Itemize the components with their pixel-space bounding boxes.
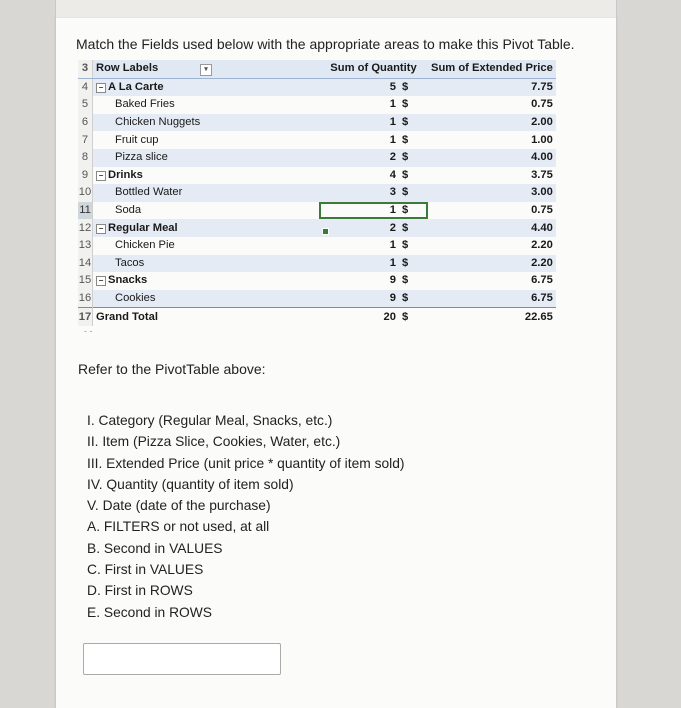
row-number: 13 <box>78 237 93 255</box>
choice-item: IV. Quantity (quantity of item sold) <box>87 476 294 492</box>
row-number: 17 <box>78 308 93 326</box>
label-text: Fruit cup <box>115 133 159 146</box>
currency-symbol: $ <box>402 80 409 93</box>
extended-price-cell[interactable]: 4.00 <box>428 149 556 167</box>
item-label[interactable] <box>93 202 320 220</box>
pivot-table <box>78 60 556 326</box>
currency-symbol: $ <box>402 256 409 269</box>
quantity-value: 1 <box>389 98 396 111</box>
row-number: 4 <box>78 78 93 96</box>
quantity-value: 9 <box>389 274 396 287</box>
quantity-cell[interactable] <box>319 272 428 290</box>
item-row <box>78 290 556 308</box>
row-number: 6 <box>78 114 93 132</box>
quantity-value: 5 <box>389 80 396 93</box>
quantity-cell[interactable] <box>319 290 428 308</box>
row-labels-header[interactable] <box>93 60 320 78</box>
item-row <box>78 202 556 220</box>
quantity-cell[interactable] <box>319 78 428 96</box>
quantity-value: 2 <box>389 151 396 164</box>
extended-price-cell[interactable]: 6.75 <box>428 290 556 308</box>
label-text: Grand Total <box>96 310 158 323</box>
quantity-value: 3 <box>389 186 396 199</box>
currency-symbol: $ <box>402 310 409 323</box>
row-labels-text: Row Labels <box>96 62 159 75</box>
choice-item: V. Date (date of the purchase) <box>87 498 271 514</box>
item-label[interactable] <box>93 114 320 132</box>
label-text: Regular Meal <box>108 221 178 234</box>
question-title: Match the Fields used below with the appropriate areas to make this Pivot Table. <box>76 36 575 52</box>
resize-mark: - - <box>84 326 93 336</box>
item-row <box>78 114 556 132</box>
extended-price-cell[interactable]: 0.75 <box>531 98 553 111</box>
category-label[interactable] <box>93 219 320 237</box>
choice-item: E. Second in ROWS <box>87 604 212 620</box>
item-row <box>78 131 556 149</box>
row-number: 14 <box>78 255 93 273</box>
category-row <box>78 219 556 237</box>
category-row <box>78 272 556 290</box>
quantity-cell[interactable] <box>319 149 428 167</box>
quantity-value: 9 <box>389 292 396 305</box>
extended-price-cell[interactable]: 1.00 <box>531 133 553 146</box>
sum-quantity-header: Sum of Quantity <box>319 60 428 78</box>
label-text: Tacos <box>115 256 145 269</box>
extended-price-cell[interactable]: 2.20 <box>531 239 553 252</box>
extended-price-cell[interactable]: 6.75 <box>531 274 553 287</box>
label-text: Soda <box>115 204 142 217</box>
collapse-toggle-icon[interactable]: − <box>96 276 106 286</box>
choice-item: C. First in VALUES <box>87 562 204 578</box>
extended-price-cell[interactable]: 2.20 <box>428 255 556 273</box>
quantity-value: 4 <box>389 168 396 181</box>
row-number: 11 <box>78 202 93 220</box>
label-text: Cookies <box>115 292 156 305</box>
filter-dropdown-icon[interactable]: ▾ <box>200 64 212 76</box>
quantity-value: 20 <box>383 310 396 323</box>
answer-input[interactable] <box>83 643 281 675</box>
extended-price-cell[interactable]: 7.75 <box>428 78 556 96</box>
refer-note: Refer to the PivotTable above: <box>78 361 266 377</box>
category-row <box>78 167 556 185</box>
row-number: 5 <box>78 96 93 114</box>
quantity-cell[interactable] <box>319 255 428 273</box>
extended-price-cell[interactable]: 2.00 <box>428 114 556 132</box>
quantity-value: 1 <box>389 133 396 146</box>
extended-price-cell[interactable]: 0.75 <box>531 204 553 217</box>
quantity-value: 1 <box>389 204 396 217</box>
extended-price-cell[interactable]: 3.00 <box>428 184 556 202</box>
row-number: 12 <box>78 219 93 237</box>
currency-symbol: $ <box>402 292 409 305</box>
item-label[interactable] <box>93 290 320 308</box>
quantity-cell[interactable] <box>319 237 428 255</box>
quantity-cell[interactable] <box>319 131 428 149</box>
currency-symbol: $ <box>402 133 409 146</box>
quantity-cell[interactable] <box>319 184 428 202</box>
quantity-value: 2 <box>389 221 396 234</box>
row-number: 3 <box>78 60 93 78</box>
label-text: Drinks <box>108 168 143 181</box>
extended-price-cell[interactable]: 4.40 <box>428 219 556 237</box>
currency-symbol: $ <box>402 168 409 181</box>
currency-symbol: $ <box>402 151 409 164</box>
label-text: Pizza slice <box>115 151 168 164</box>
pivot-header-row <box>78 60 556 78</box>
category-label[interactable] <box>93 78 320 96</box>
currency-symbol: $ <box>402 186 409 199</box>
label-text: Baked Fries <box>115 98 175 111</box>
quantity-cell[interactable] <box>319 308 428 326</box>
item-label[interactable] <box>93 96 320 114</box>
currency-symbol: $ <box>402 221 409 234</box>
row-number: 10 <box>78 184 93 202</box>
quantity-cell[interactable] <box>319 114 428 132</box>
label-text: Bottled Water <box>115 186 183 199</box>
choice-item: A. FILTERS or not used, at all <box>87 519 270 535</box>
collapse-toggle-icon[interactable]: − <box>96 83 106 93</box>
row-number: 8 <box>78 149 93 167</box>
item-label[interactable] <box>93 149 320 167</box>
category-label[interactable] <box>93 167 320 185</box>
label-text: A La Carte <box>108 80 164 93</box>
extended-price-cell[interactable]: 22.65 <box>428 308 556 326</box>
row-number: 9 <box>78 167 93 185</box>
item-row <box>78 96 556 114</box>
currency-symbol: $ <box>402 116 409 129</box>
choices-list <box>87 410 404 623</box>
quantity-cell[interactable] <box>319 202 428 220</box>
label-text: Snacks <box>108 274 148 287</box>
item-label[interactable] <box>93 255 320 273</box>
label-text: Chicken Nuggets <box>115 116 201 129</box>
choice-item: II. Item (Pizza Slice, Cookies, Water, etc.) <box>87 434 341 450</box>
item-row <box>78 255 556 273</box>
top-strip <box>55 0 617 18</box>
item-label[interactable] <box>93 131 320 149</box>
quantity-value: 1 <box>389 116 396 129</box>
item-row <box>78 184 556 202</box>
row-number: 16 <box>78 290 93 308</box>
collapse-toggle-icon[interactable]: − <box>96 171 106 181</box>
currency-symbol: $ <box>402 204 409 217</box>
item-label[interactable] <box>93 237 320 255</box>
choice-item: B. Second in VALUES <box>87 540 223 556</box>
choice-item: I. Category (Regular Meal, Snacks, etc.) <box>87 413 333 428</box>
quantity-value: 1 <box>389 239 396 252</box>
extended-price-cell[interactable]: 3.75 <box>531 168 553 181</box>
row-number: 7 <box>78 131 93 149</box>
item-row <box>78 237 556 255</box>
grand-total-label[interactable] <box>93 308 320 326</box>
quantity-value: 1 <box>389 256 396 269</box>
currency-symbol: $ <box>402 239 409 252</box>
item-label[interactable] <box>93 184 320 202</box>
category-row <box>78 78 556 96</box>
sum-extended-price-header: Sum of Extended Price <box>428 60 556 78</box>
quantity-cell[interactable] <box>319 167 428 185</box>
grand-total-row <box>78 308 556 326</box>
category-label[interactable] <box>93 272 320 290</box>
collapse-toggle-icon[interactable]: − <box>96 224 106 234</box>
quantity-cell[interactable] <box>319 96 428 114</box>
label-text: Chicken Pie <box>115 239 175 252</box>
fill-handle[interactable] <box>322 228 329 235</box>
currency-symbol: $ <box>402 98 409 111</box>
quantity-cell[interactable] <box>319 219 428 237</box>
item-row <box>78 149 556 167</box>
choice-item: III. Extended Price (unit price * quantity of item sold) <box>87 455 405 471</box>
choice-item: D. First in ROWS <box>87 583 193 599</box>
currency-symbol: $ <box>402 274 409 287</box>
row-number: 15 <box>78 272 93 290</box>
